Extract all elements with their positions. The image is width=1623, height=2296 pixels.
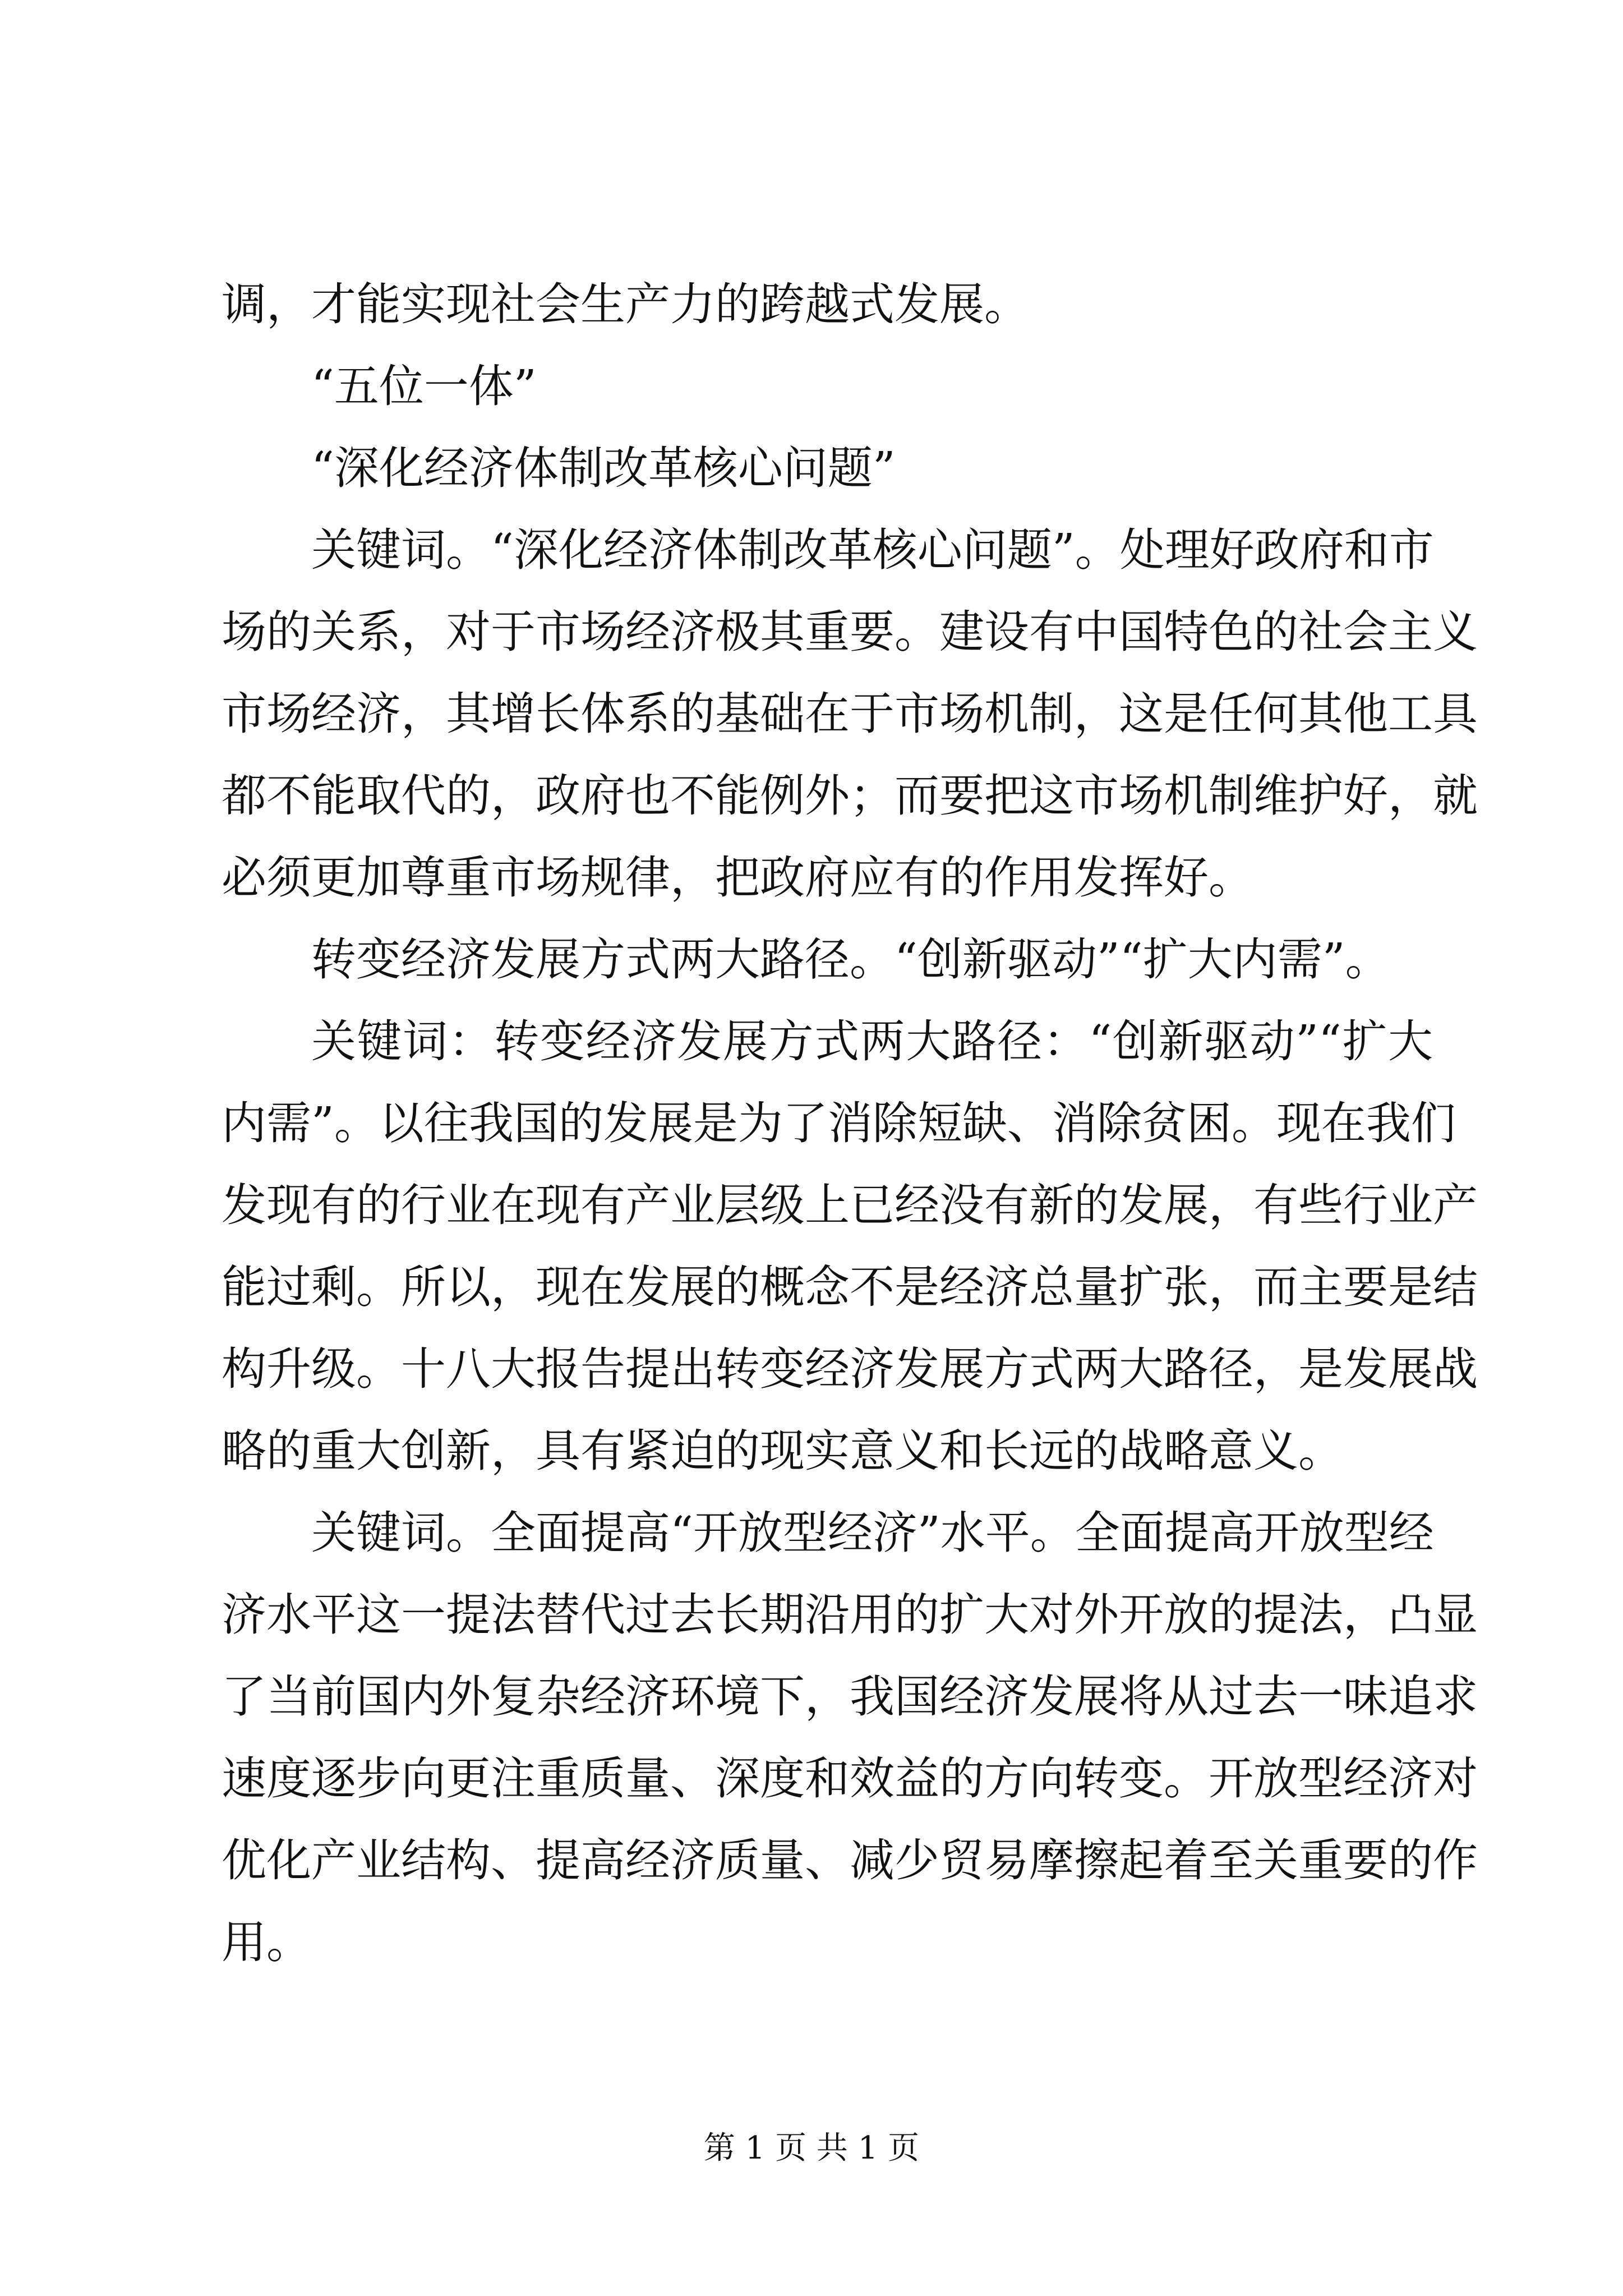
document-body (222, 264, 1478, 1984)
text-line: 调，才能实现社会生产力的跨越式发展。 (222, 278, 1029, 330)
text-line: 速度逐步向更注重质量、深度和效益的方向转变。开放型经济对 (222, 1752, 1478, 1805)
text-line: 关键词。“深化经济体制改革核心问题”。处理好政府和市 (311, 524, 1434, 576)
text-line: 了当前国内外复杂经济环境下，我国经济发展将从过去一味追求 (222, 1671, 1478, 1723)
text-line: 内需”。以往我国的发展是为了消除短缺、消除贫困。现在我们 (222, 1097, 1456, 1149)
text-line: “深化经济体制改革核心问题” (311, 442, 896, 494)
text-line: 必须更加尊重市场规律，把政府应有的作用发挥好。 (222, 852, 1253, 904)
text-line: 优化产业结构、提高经济质量、减少贸易摩擦起着至关重要的作 (222, 1834, 1478, 1887)
text-line: 发现有的行业在现有产业层级上已经没有新的发展，有些行业产 (222, 1179, 1478, 1231)
text-line: 济水平这一提法替代过去长期沿用的扩大对外开放的提法，凸显 (222, 1589, 1478, 1641)
page-number-footer: 第 1 页 共 1 页 (703, 2130, 920, 2166)
text-line: 市场经济，其增长体系的基础在于市场机制，这是任何其他工具 (222, 688, 1478, 740)
text-line: 构升级。十八大报告提出转变经济发展方式两大路径，是发展战 (222, 1343, 1478, 1395)
text-line: 转变经济发展方式两大路径。“创新驱动”“扩大内需”。 (311, 933, 1390, 986)
text-line: 能过剩。所以，现在发展的概念不是经济总量扩张，而主要是结 (222, 1261, 1478, 1313)
text-line: 略的重大创新，具有紧迫的现实意义和长远的战略意义。 (222, 1425, 1343, 1477)
text-line: 用。 (222, 1916, 311, 1968)
text-line: 关键词：转变经济发展方式两大路径：“创新驱动”“扩大 (311, 1015, 1433, 1068)
text-line: 都不能取代的，政府也不能例外；而要把这市场机制维护好，就 (222, 770, 1478, 822)
text-line: 场的关系，对于市场经济极其重要。建设有中国特色的社会主义 (222, 606, 1478, 658)
text-line: “五位一体” (311, 360, 537, 412)
text-line: 关键词。全面提高“开放型经济”水平。全面提高开放型经 (311, 1507, 1434, 1559)
